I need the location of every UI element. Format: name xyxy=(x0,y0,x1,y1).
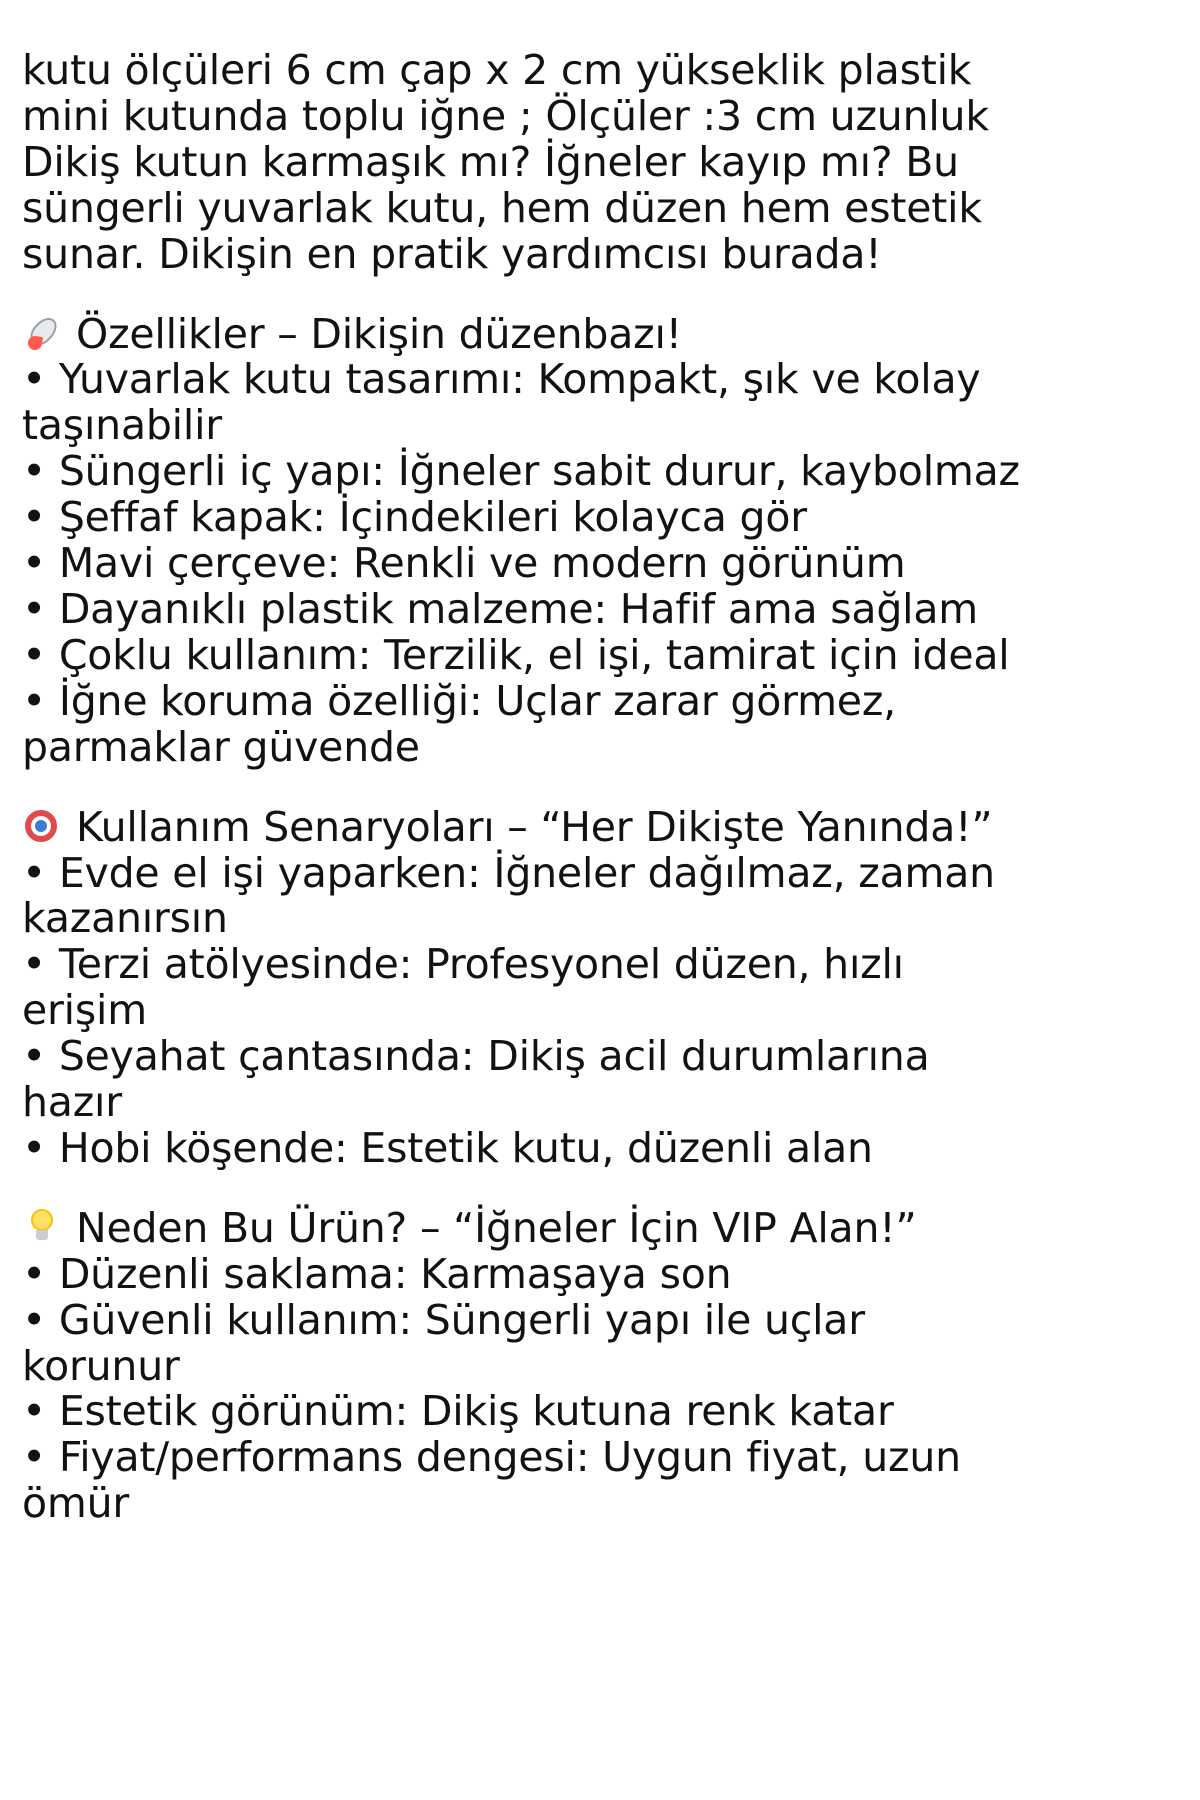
use-case-line: • Seyahat çantasında: Dikiş acil durumlarına xyxy=(22,1032,930,1081)
why-section xyxy=(22,1203,1176,1528)
feature-line: • Süngerli iç yapı: İğneler sabit durur, kaybolmaz xyxy=(22,447,1020,496)
features-heading-text: Özellikler – Dikişin düzenbazı! xyxy=(76,309,682,358)
why-line: ömür xyxy=(22,1479,130,1528)
use-case-line: • Terzi atölyesinde: Profesyonel düzen, hızlı xyxy=(22,940,904,989)
text-line: kutu ölçüleri 6 cm çap x 2 cm yükseklik plastik xyxy=(22,46,972,94)
why-heading-text: Neden Bu Ürün? – “İğneler İçin VIP Alan!” xyxy=(76,1203,917,1252)
text-line: süngerli yuvarlak kutu, hem düzen hem estetik xyxy=(22,183,982,232)
why-heading xyxy=(22,1203,1176,1252)
rocket-icon xyxy=(22,312,64,354)
use-cases-section xyxy=(22,802,1176,1172)
feature-line: • Şeffaf kapak: İçindekileri kolayca gör xyxy=(22,493,807,542)
use-case-line: hazır xyxy=(22,1078,122,1127)
feature-line: • Mavi çerçeve: Renkli ve modern görünüm xyxy=(22,539,906,588)
why-line: • Estetik görünüm: Dikiş kutuna renk katar xyxy=(22,1387,894,1436)
lightbulb-icon xyxy=(22,1206,64,1248)
use-case-line: kazanırsın xyxy=(22,894,228,943)
why-line: • Güvenli kullanım: Süngerli yapı ile uçlar xyxy=(22,1295,865,1344)
feature-line: • Çoklu kullanım: Terzilik, el işi, tamirat için ideal xyxy=(22,630,1010,679)
feature-line: • İğne koruma özelliği: Uçlar zarar görmez, xyxy=(22,676,896,725)
use-cases-heading-text: Kullanım Senaryoları – “Her Dikişte Yanında!” xyxy=(76,802,993,851)
text-line: mini kutunda toplu iğne ; Ölçüler :3 cm uzunluk xyxy=(22,91,989,140)
use-case-line: • Evde el işi yaparken: İğneler dağılmaz, zaman xyxy=(22,848,995,897)
why-line: korunur xyxy=(22,1341,180,1390)
target-icon xyxy=(22,805,64,847)
use-cases-heading xyxy=(22,802,1176,851)
intro-paragraph xyxy=(22,48,1176,278)
why-line: • Fiyat/performans dengesi: Uygun fiyat, uzun xyxy=(22,1433,961,1482)
features-section xyxy=(22,309,1176,771)
use-case-line: erişim xyxy=(22,986,147,1035)
use-case-line: • Hobi köşende: Estetik kutu, düzenli alan xyxy=(22,1123,873,1172)
why-line: • Düzenli saklama: Karmaşaya son xyxy=(22,1249,732,1298)
feature-line: taşınabilir xyxy=(22,401,222,450)
feature-line: • Dayanıklı plastik malzeme: Hafif ama sağlam xyxy=(22,584,979,633)
feature-line: parmaklar güvende xyxy=(22,722,420,771)
text-line: Dikiş kutun karmaşık mı? İğneler kayıp mı? Bu xyxy=(22,137,959,186)
feature-line: • Yuvarlak kutu tasarımı: Kompakt, şık ve kolay xyxy=(22,355,981,404)
text-line: sunar. Dikişin en pratik yardımcısı burada! xyxy=(22,229,882,278)
features-heading xyxy=(22,309,1176,358)
